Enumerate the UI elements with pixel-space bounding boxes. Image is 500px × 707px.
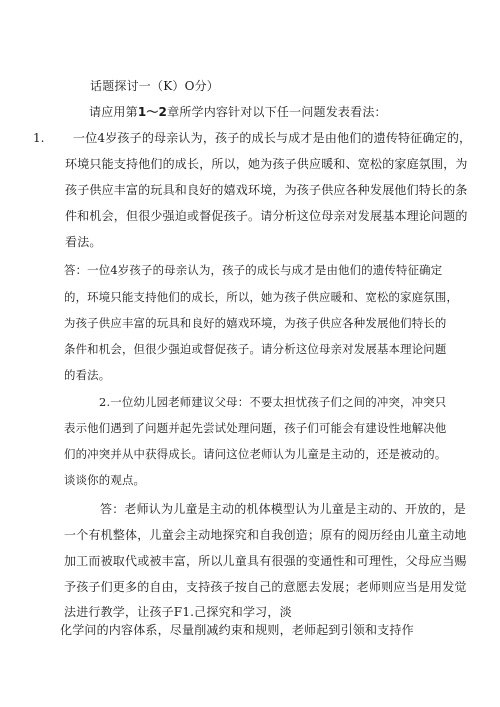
answer-1-line: 的，环境只能支持他们的成长，所以，她为孩子供应暖和、宽松的家庭氛围， — [64, 290, 459, 304]
answer-2-line: 答：老师认为儿童是主动的机体模型认为儿童是主动的、开放的，是 — [100, 502, 467, 516]
answer-2-line: 加工而被取代或被丰富，所以儿童具有很强的变通性和可理性，父母应当赐 — [64, 554, 467, 568]
answer-2-line: 法进行教学，让孩子F1.己探究和学习，淡 — [64, 605, 292, 619]
answer-2-line: 予孩子们更多的自由，支持孩子按自己的意愿去发展；老师则应当是用发觉 — [64, 580, 467, 594]
instruction-post: 章所学内容针对以下任一问题发表看法： — [167, 105, 387, 119]
answer-1-line: 为孩子供应丰富的玩具和良好的嬉戏环境，为孩子供应各种发展他们特长的 — [64, 316, 447, 330]
topic-title: 话题探讨一（K）O分） — [90, 79, 220, 93]
question-2-line: 2.一位幼儿园老师建议父母：不要太担忧孩子们之间的冲突，冲突只 — [99, 395, 447, 409]
question-1-line: 件和机会，但很少强迫或督促孩子。请分析这位母亲对发展基本理论问题的 — [65, 209, 468, 223]
question-2-line: 们的冲突并从中获得成长。请问这位老师认为儿童是主动的，还是被动的。 — [64, 447, 447, 461]
answer-1-line: 的看法。 — [64, 368, 111, 382]
question-1-line: 看法。 — [65, 235, 102, 249]
instruction-text — [89, 104, 387, 120]
answer-2-line: 化学问的内容体系，尽量削减约束和规则，老师起到引领和支持作 — [60, 623, 414, 637]
answer-2-line: 一个有机整体，儿童会主动地探究和自我创造；原有的阅历经由儿童主动地 — [64, 528, 467, 542]
question-1-line: 孩子供应丰富的玩具和良好的嬉戏环境，为孩子供应各种发展他们特长的条 — [65, 183, 468, 197]
answer-1-line: 条件和机会，但很少强迫或督促孩子。请分析这位母亲对发展基本理论问题 — [64, 342, 447, 356]
question-2-line: 表示他们遇到了问题并起先尝试处理问题，孩子们可能会有建设性地解决他 — [64, 421, 447, 435]
answer-1-line: 答：一位4岁孩子的母亲认为，孩子的成长与成才是由他们的遗传特征确定 — [64, 263, 443, 277]
question-1-line: 一位4岁孩子的母亲认为，孩子的成长与成才是由他们的遗传特征确定的， — [73, 131, 472, 145]
question-2-line: 谈谈你的观点。 — [64, 473, 146, 487]
question-1-number: 1. — [33, 131, 45, 145]
instruction-chapters: 1～2 — [137, 105, 168, 119]
question-1-line: 环境只能支持他们的成长，所以，她为孩子供应暖和、宽松的家庭氛围，为 — [65, 157, 468, 171]
instruction-pre: 请应用第 — [89, 105, 138, 119]
